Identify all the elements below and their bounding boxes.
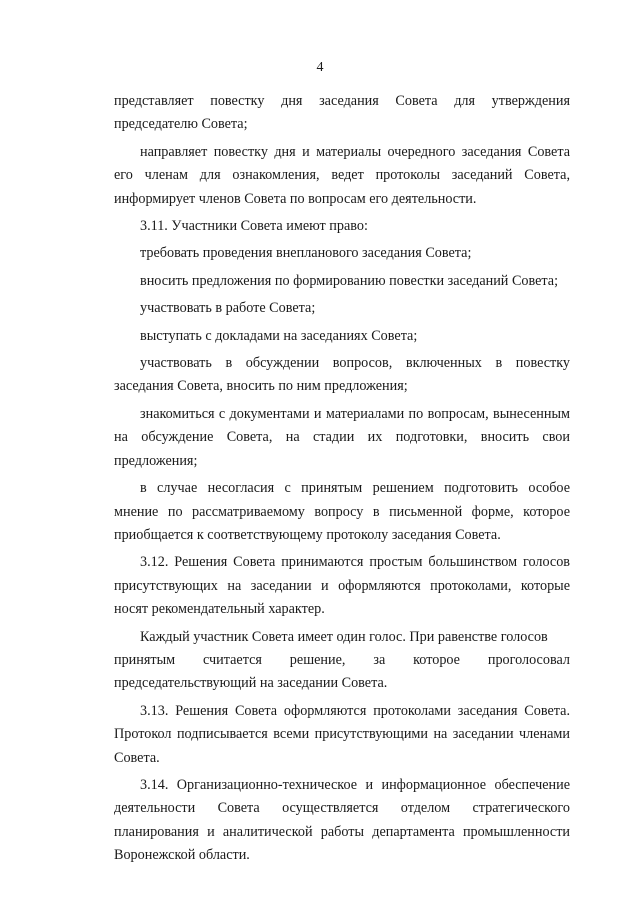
- paragraph-3-14: 3.14. Организационно-техническое и информационное обеспечение деятельности Совета осуществляется отделом стратегического планирования и аналитической работы департамента промышленности Воронежской области.: [114, 776, 570, 864]
- word: проголосовал: [487, 651, 570, 668]
- paragraph-right-1: требовать проведения внепланового заседания Совета;: [140, 245, 472, 262]
- paragraph-3-13: 3.13. Решения Совета оформляются протоколами заседания Совета. Протокол подписывается всеми присутствующими на заседании членами Совета.: [114, 702, 570, 766]
- word: принятым: [114, 651, 176, 668]
- paragraph-2: направляет повестку дня и материалы очередного заседания Совета его членам для ознакомления, ведет протоколы заседаний Совета, информирует членов Совета по вопросам его деятельности.: [114, 143, 570, 207]
- page-number: 4: [316, 60, 324, 75]
- document-body: [114, 90, 570, 868]
- paragraph-3-11: 3.11. Участники Совета имеют право:: [140, 218, 368, 235]
- paragraph-vote-spread-line: [114, 649, 570, 672]
- paragraph-right-4: выступать с докладами на заседаниях Совета;: [140, 327, 418, 344]
- word: считается: [203, 651, 262, 668]
- paragraph-right-5: участвовать в обсуждении вопросов, включенных в повестку заседания Совета, вносить по ним предложения;: [114, 355, 570, 395]
- paragraph-right-2: вносить предложения по формированию повестки заседаний Совета;: [140, 272, 559, 289]
- paragraph-right-3: участвовать в работе Совета;: [140, 300, 316, 317]
- word: которое: [413, 651, 460, 668]
- word: за: [373, 651, 386, 668]
- paragraph-right-7: в случае несогласия с принятым решением подготовить особое мнение по рассматриваемому вопросу в письменной форме, которое приобщается к соответствующему протоколу заседания Совета.: [114, 480, 570, 543]
- paragraph-1: представляет повестку дня заседания Совета для утверждения председателю Совета;: [114, 93, 570, 133]
- paragraph-vote-end: председательствующий на заседании Совета.: [114, 675, 388, 692]
- paragraph-right-6: знакомиться с документами и материалами по вопросам, вынесенным на обсуждение Совета, на стадии их подготовки, вносить свои предложения;: [114, 405, 570, 469]
- paragraph-vote-1: Каждый участник Совета имеет один голос. При равенстве голосов: [140, 628, 548, 645]
- word: решение,: [289, 651, 346, 668]
- paragraph-3-12: 3.12. Решения Совета принимаются простым большинством голосов присутствующих на заседании и оформляются протоколами, которые носят рекомендательный характер.: [114, 554, 570, 618]
